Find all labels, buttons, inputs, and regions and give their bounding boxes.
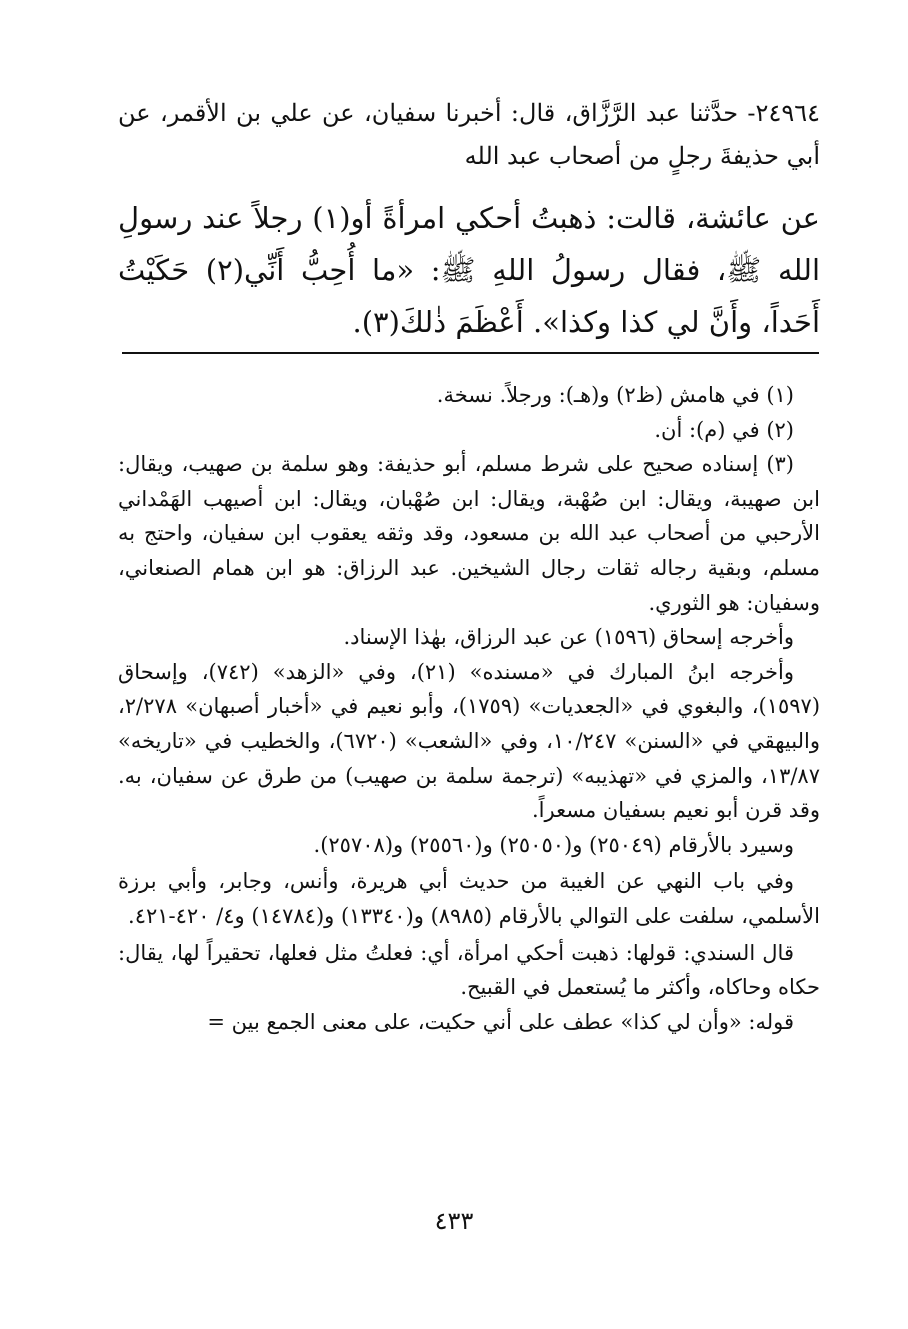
footnote-3-paragraph: وأخرجه ابنُ المبارك في «مسنده» (٢١)، وفي «الزهد» (٧٤٢)، وإسحاق (١٥٩٧)، والبغوي في «الجعديات» (١٧٥٩)، وأبو نعيم في «أخبار أصبهان» ٢/٢٧٨، والبيهقي في «السنن» ١٠/٢٤٧، وفي «الشعب» (٦٧٢٠)، والخطيب في «تاريخه» ١٣/٨٧، والمزي في «تهذيبه» (ترجمة سلمة بن صهيب) من طرق عن سفيان، به. وقد قرن أبو نعيم بسفيان مسعراً.: [118, 659, 821, 823]
footnote-3: (٣) إسناده صحيح على شرط مسلم، أبو حذيفة: وهو سلمة بن صهيب، ويقال: ابن صهيبة، ويقال: ابن صُهْبة، ويقال: ابن صُهْبان، ويقال: ابن أصيهب الهَمْداني الأرحبي من أصحاب عبد الله بن مسعود، وقد وثقه يعقوب ابن سفيان، واحتج به مسلم، وبقية رجاله ثقات رجال الشيخين. عبد الرزاق: هو ابن همام الصنعاني، وسفيان: هو الثوري.: [118, 452, 820, 615]
footnote-2: (٢) في (م): أن.: [654, 417, 794, 442]
footnotes: [118, 378, 820, 1039]
footnote-1: (١) في هامش (ظ٢) و(هـ): ورجلاً. نسخة.: [436, 383, 794, 407]
page-number: ٤٣٣: [434, 1207, 474, 1235]
hadith-matn: عن عائشة، قالت: ذهبتُ أحكي امرأةً أو(١) رجلاً عند رسولِ الله ﷺ، فقال رسولُ اللهِ ﷺ: «ما أُحِبُّ أَنِّي(٢) حَكَيْتُ أَحَداً، وأَنَّ لي كذا وكذا». أَعْظَمَ ذٰلكَ(٣).: [118, 201, 820, 339]
hadith-isnad: ٢٤٩٦٤- حدَّثنا عبد الرَّزَّاق، قال: أخبرنا سفيان، عن علي بن الأقمر، عن أبي حذيفةَ رجلٍ من أصحاب عبد الله: [118, 99, 820, 170]
footnote-3-paragraph: قال السندي: قولها: ذهبت أحكي امرأة، أي: فعلتُ مثل فعلها، تحقيراً لها، يقال: حكاه وحاكاه، وأكثر ما يُستعمل في القبيح.: [118, 940, 820, 1000]
footnote-3-paragraph: وفي باب النهي عن الغيبة من حديث أبي هريرة، وأنس، وجابر، وأبي برزة الأسلمي، سلفت على التوالي بالأرقام (٨٩٨٥) و(١٣٣٤٠) و(١٤٧٨٤) و٤/ ٤٢٠-٤٢١.: [118, 869, 820, 928]
footnote-separator: [122, 352, 819, 354]
footnote-3-paragraph: وسيرد بالأرقام (٢٥٠٤٩) و(٢٥٠٥٠) و(٢٥٥٦٠) و(٢٥٧٠٨).: [313, 832, 794, 857]
footnote-3-paragraph: قوله: «وأن لي كذا» عطف على أني حكيت، على معنى الجمع بين =: [207, 1009, 794, 1034]
footnote-3-paragraph: وأخرجه إسحاق (١٥٩٦) عن عبد الرزاق، بهٰذا الإسناد.: [343, 625, 794, 650]
